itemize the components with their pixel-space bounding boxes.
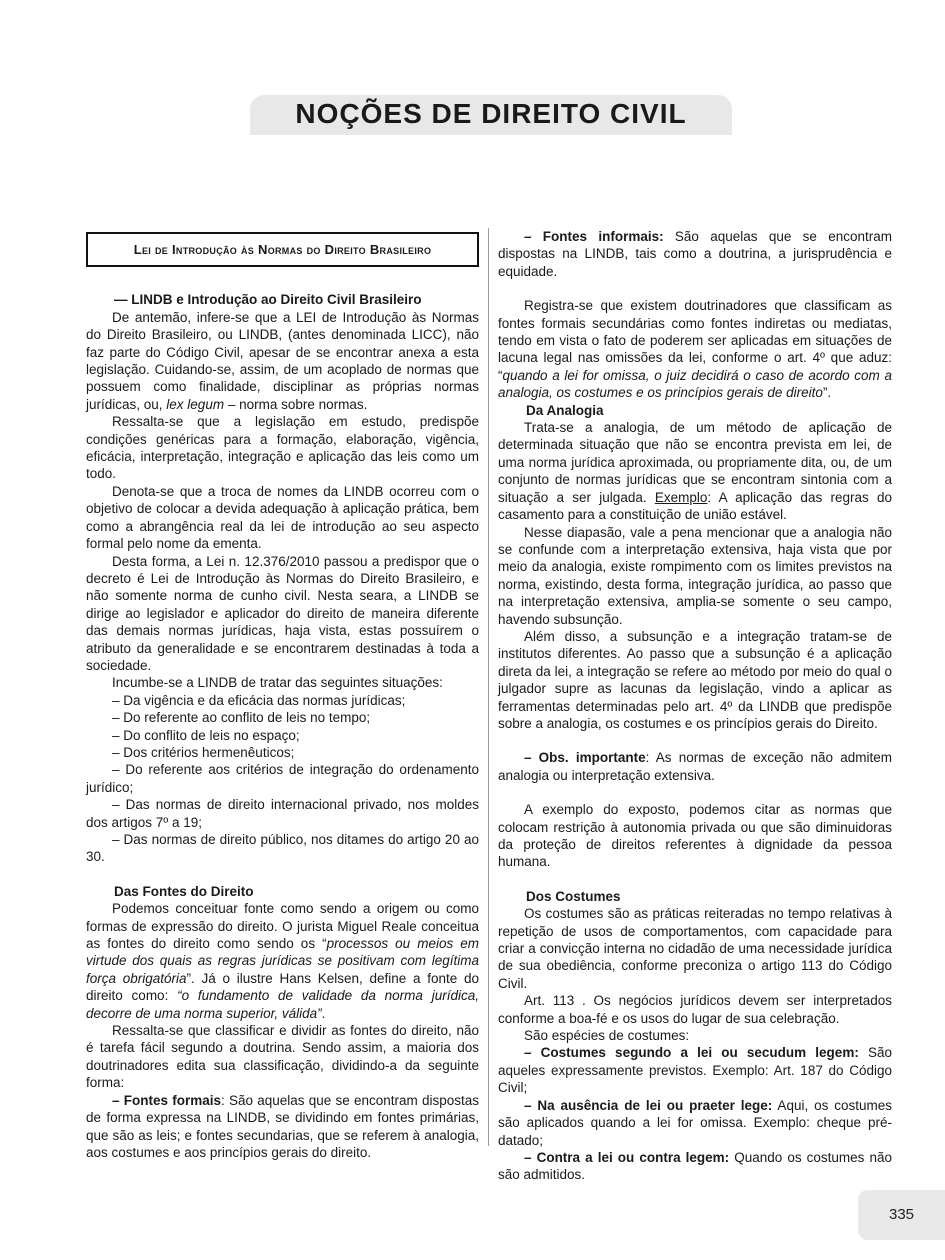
paragraph: – Costumes segundo a lei ou secudum legem: São aqueles expressamente previstos. Exemplo: Art. 187 do Código Civil;: [498, 1045, 892, 1096]
subheading-lindb: — LINDB e Introdução ao Direito Civil Brasileiro: [114, 292, 422, 308]
paragraph: Nesse diapasão, vale a pena mencionar que a analogia não se confunde com a interpretação extensiva, haja vista que por meio da analogia, existe rompimento com os limites previstos na norma, existindo, desta forma, integração jurídica, ao passo que na interpretação extensiva, amplia-se somente o seu campo, havendo subsunção.: [498, 524, 892, 627]
paragraph: Ressalta-se que classificar e dividir as fontes do direito, não é tarefa fácil segundo a doutrina. Sendo assim, a maioria dos doutrinadores edita sua classificação, dividindo-a da seguinte forma:: [86, 1023, 479, 1091]
list-item: – Dos critérios hermenêuticos;: [112, 744, 295, 760]
subheading-fontes: Das Fontes do Direito: [114, 883, 254, 899]
paragraph: – Na ausência de lei ou praeter lege: Aqui, os costumes são aplicados quando a lei for omissa. Exemplo: cheque pré-datado;: [498, 1097, 893, 1148]
subheading-costumes: Dos Costumes: [526, 888, 621, 904]
paragraph: – Contra a lei ou contra legem: Quando os costumes não são admitidos.: [498, 1149, 892, 1183]
paragraph: Incumbe-se a LINDB de tratar das seguintes situações:: [112, 675, 443, 691]
paragraph: A exemplo do exposto, podemos citar as normas que colocam restrição à autonomia privada ou que são diminuidoras da proteção de direitos referentes à dignidade da pessoa humana.: [498, 802, 892, 870]
paragraph: – Fontes formais: São aquelas que se encontram dispostas de forma expressa na LINDB, se dividindo em fontes primárias, que são as leis; e fontes secundarias, que se referem à analogia, aos costumes e aos princípios gerais do direito.: [86, 1092, 479, 1160]
paragraph: De antemão, infere-se que a LEI de Introdução às Normas do Direito Brasileiro, ou LINDB, (antes denominada LICC), não faz parte do Código Civil, apesar de se encontrar anexa a esta legislação. Cuidando-se, assim, de um acoplado de normas que possuem como finalidade, disciplinar as próprias normas jurídicas, ou, lex legum – norma sobre normas.: [86, 309, 479, 412]
list-item: – Do referente ao conflito de leis no tempo;: [112, 710, 371, 726]
page-title: NOÇÕES DE DIREITO CIVIL: [295, 98, 687, 129]
page-number: 335: [888, 1206, 915, 1223]
subheading-analogia: Da Analogia: [526, 402, 604, 418]
paragraph: Denota-se que a troca de nomes da LINDB ocorreu com o objetivo de colocar a devida adequação à aplicação prática, bem como a abrangência real da lei de introdução ao seu aspecto formal pelo nome da ementa.: [86, 483, 479, 552]
paragraph: – Obs. importante: As normas de exceção não admitem analogia ou interpretação extensiva.: [498, 750, 892, 783]
left-column: [86, 228, 479, 1161]
paragraph: Podemos conceituar fonte como sendo a origem ou como formas de expressão do direito. O jurista Miguel Reale conceitua as fontes do direito como sendo os “processos ou meios em virtude dos quais as regras jurídicas se positivam com legítima força obrigatória”. Já o ilustre Hans Kelsen, define a fonte do direito como: “o fundamento de validade da norma jurídica, decorre de uma norma superior, válida”.: [86, 901, 479, 1021]
list-item: – Das normas de direito internacional privado, nos moldes dos artigos 7º a 19;: [86, 797, 479, 830]
list-item: – Do conflito de leis no espaço;: [112, 727, 300, 743]
list-item: – Das normas de direito público, nos ditames do artigo 20 ao 30.: [86, 832, 479, 865]
paragraph: Desta forma, a Lei n. 12.376/2010 passou a predispor que o decreto é Lei de Introdução às Normas do Direito Brasileiro, e não somente norma de cunho civil. Nesta seara, a LINDB se dirige ao legislador e aplicador do direito de maneira diferente das demais normas jurídicas, haja vista, estas possuírem o atributo da generalidade e se encontrarem destinadas à toda a sociedade.: [86, 553, 479, 673]
list-item: – Do referente aos critérios de integração do ordenamento jurídico;: [86, 762, 479, 795]
paragraph: Os costumes são as práticas reiteradas no tempo relativas à repetição de usos de comportamentos, com capacidade para criar a convicção interna no cidadão de uma necessidade jurídica de sua obediência, conforme preconiza o artigo 113 do Código Civil.: [498, 906, 892, 991]
paragraph: Além disso, a subsunção e a integração tratam-se de institutos diferentes. Ao passo que a subsunção é a aplicação direta da lei, a integração se refere ao método por meio do qual o julgador supre as lacunas da legislação, vindo a aplicar as ferramentas determinadas pelo art. 4º da LINDB que predispõe sobre a analogia, os costumes e os princípios gerais do Direito.: [498, 628, 892, 731]
column-divider: [488, 228, 489, 1146]
paragraph: Ressalta-se que a legislação em estudo, predispõe condições genéricas para a formação, elaboração, vigência, eficácia, interpretação, integração e aplicação das leis como um todo.: [86, 414, 479, 482]
list-item: – Da vigência e da eficácia das normas jurídicas;: [112, 692, 406, 708]
right-column: [498, 228, 892, 1184]
section-title-box: Lei de Introdução às Normas do Direito Brasileiro: [86, 232, 479, 267]
paragraph: Trata-se a analogia, de um método de aplicação de determinada situação que não se encontra prevista em lei, de uma norma jurídica aproximada, ou propriamente dita, ou, de um conjunto de normas jurídicas que se encontram sintonia com a situação a ser julgada. Exemplo: A aplicação das regras do casamento para a constituição de união estável.: [498, 420, 892, 523]
paragraph: Registra-se que existem doutrinadores que classificam as fontes formais secundárias como fontes indiretas ou mediatas, tendo em vista o fato de poderem ser aplicadas em situações de lacuna legal nas omissões da lei, conforme o art. 4º que aduz: “quando a lei for omissa, o juiz decidirá o caso de acordo com a analogia, os costumes e os princípios gerais de direito”.: [498, 298, 892, 401]
paragraph: São espécies de costumes:: [524, 1028, 690, 1044]
paragraph: – Fontes informais: São aquelas que se encontram dispostas na LINDB, tais como a doutrina, a jurisprudência e equidade.: [498, 229, 892, 279]
paragraph: Art. 113 . Os negócios jurídicos devem ser interpretados conforme a boa-fé e os usos do lugar de sua celebração.: [498, 993, 892, 1026]
